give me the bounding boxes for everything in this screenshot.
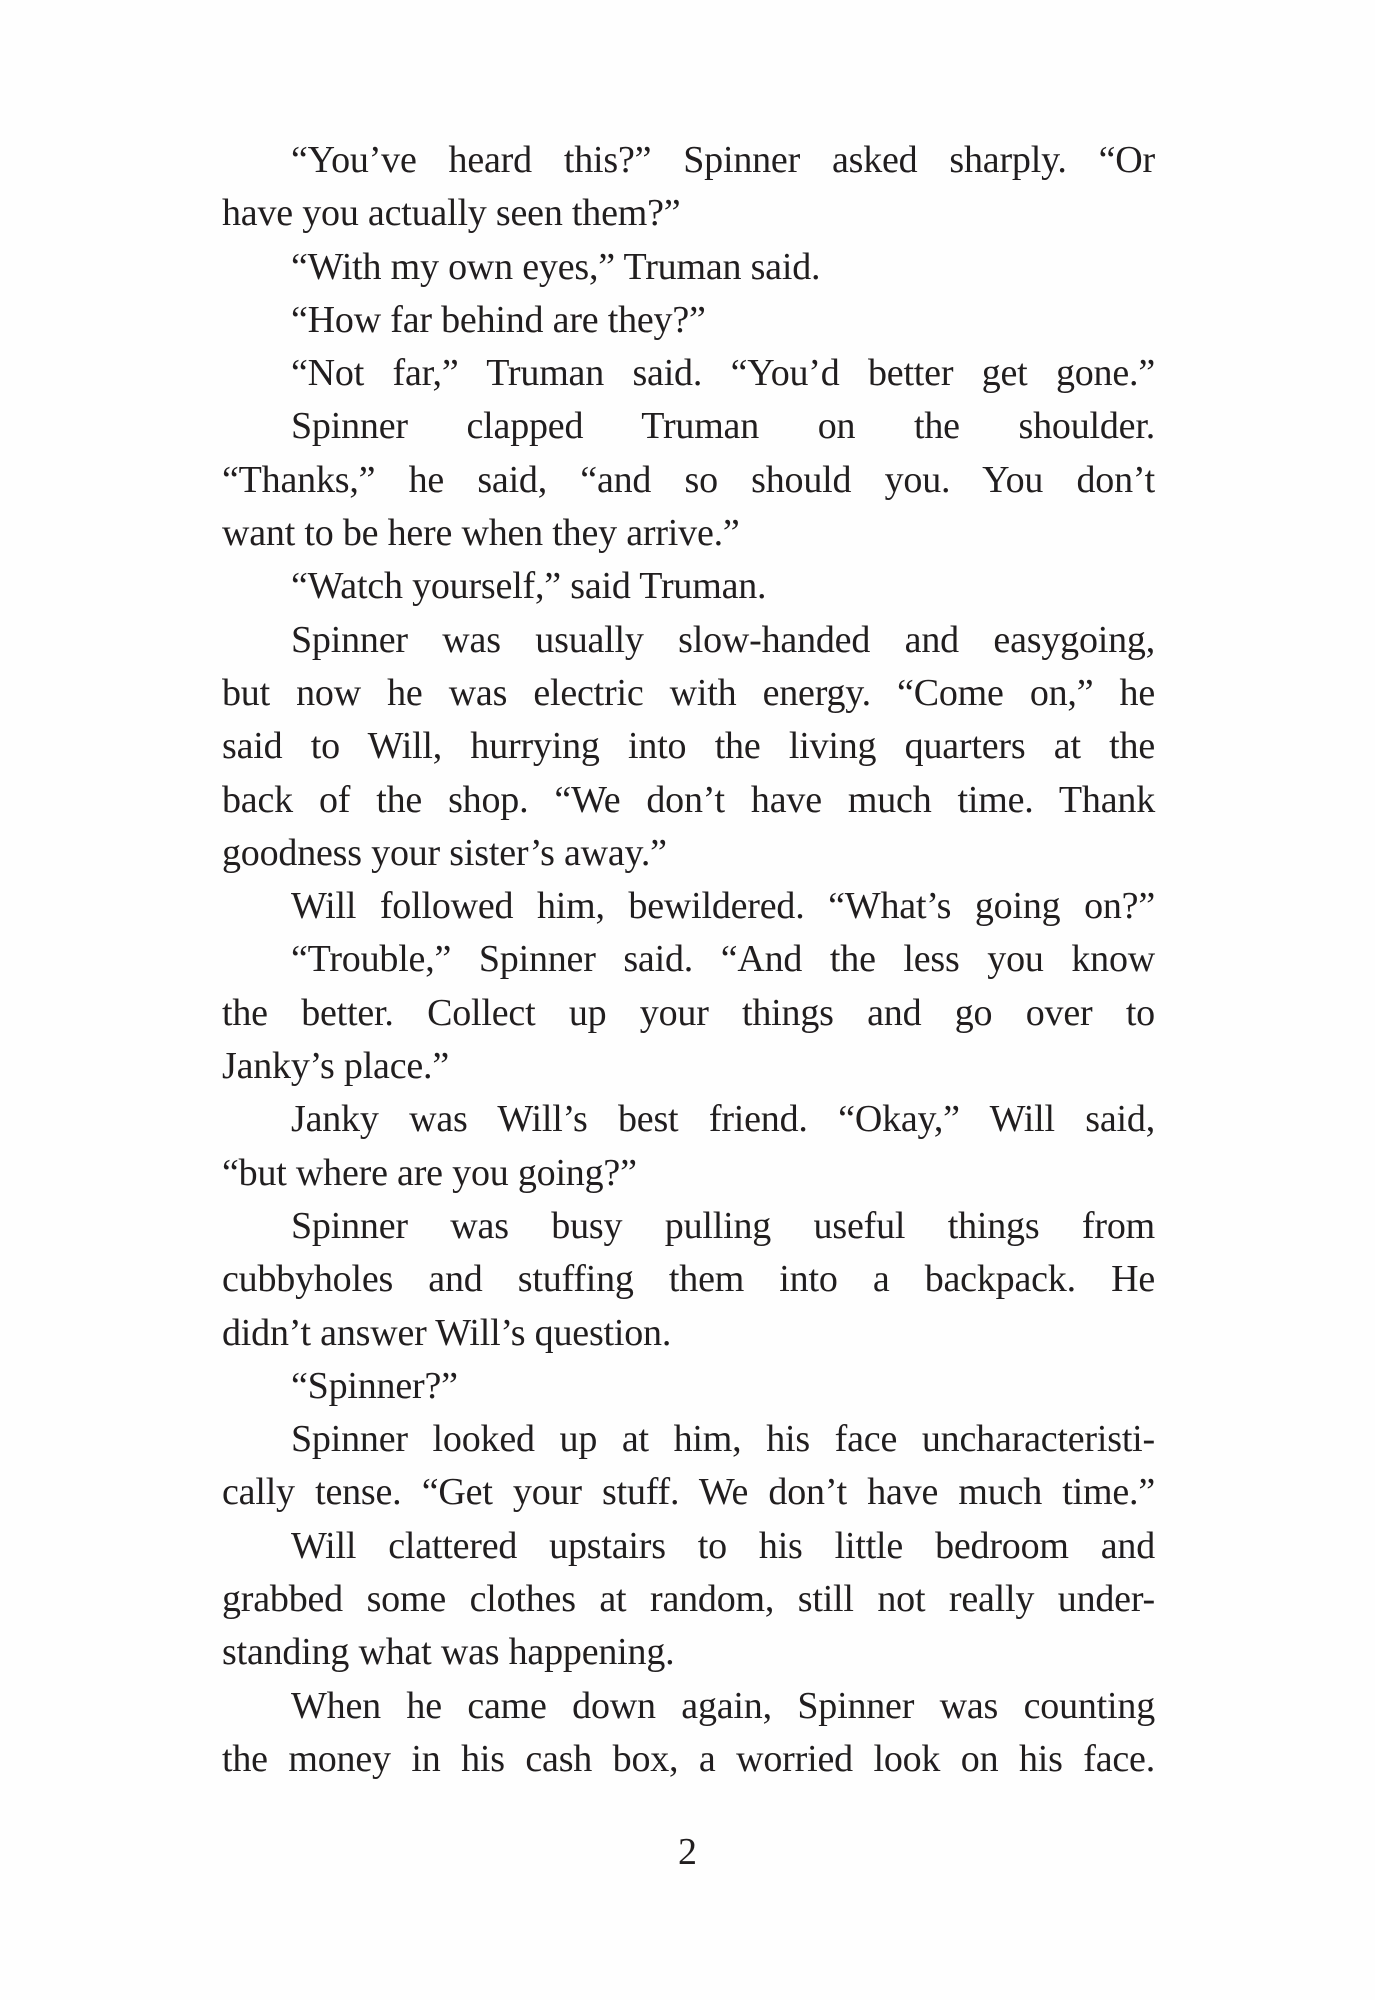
text-line: didn’t answer Will’s question. — [222, 1311, 672, 1354]
text-line: have you actually seen them?” — [222, 192, 681, 235]
text-line: grabbed some clothes at random, still not really under- — [222, 1578, 1155, 1621]
text-line: Spinner clapped Truman on the shoulder. — [291, 405, 1155, 448]
text-line: goodness your sister’s away.” — [222, 831, 667, 874]
text-line: want to be here when they arrive.” — [222, 512, 740, 555]
text-line: Janky was Will’s best friend. “Okay,” Will said, — [291, 1098, 1155, 1141]
text-line: “How far behind are they?” — [291, 298, 706, 341]
text-line: cally tense. “Get your stuff. We don’t have much time.” — [222, 1471, 1155, 1514]
text-line: “With my own eyes,” Truman said. — [291, 245, 821, 288]
text-line: the better. Collect up your things and go over to — [222, 991, 1155, 1034]
text-line: Will clattered upstairs to his little bedroom and — [291, 1524, 1155, 1567]
text-line: Spinner was busy pulling useful things from — [291, 1204, 1155, 1247]
text-line: “Trouble,” Spinner said. “And the less you know — [291, 938, 1155, 981]
text-line: “but where are you going?” — [222, 1151, 637, 1194]
text-line: the money in his cash box, a worried look on his face. — [222, 1737, 1155, 1780]
page-text — [222, 134, 1155, 1786]
text-line: “Not far,” Truman said. “You’d better get gone.” — [291, 352, 1155, 395]
text-line: Spinner was usually slow-handed and easygoing, — [291, 618, 1155, 661]
text-line: When he came down again, Spinner was counting — [291, 1684, 1155, 1727]
text-line: back of the shop. “We don’t have much time. Thank — [222, 778, 1155, 821]
text-line: “Thanks,” he said, “and so should you. You don’t — [222, 458, 1155, 501]
text-line: standing what was happening. — [222, 1631, 675, 1674]
text-line: said to Will, hurrying into the living quarters at the — [222, 725, 1155, 768]
text-line: Will followed him, bewildered. “What’s going on?” — [291, 885, 1155, 928]
text-line: “Spinner?” — [291, 1364, 458, 1407]
page-number: 2 — [678, 1831, 697, 1873]
text-line: Janky’s place.” — [222, 1045, 450, 1088]
text-line: cubbyholes and stuffing them into a backpack. He — [222, 1258, 1155, 1301]
text-line: “Watch yourself,” said Truman. — [291, 565, 767, 608]
text-line: Spinner looked up at him, his face uncharacteristi- — [291, 1418, 1155, 1461]
text-line: “You’ve heard this?” Spinner asked sharply. “Or — [291, 139, 1155, 181]
text-line: but now he was electric with energy. “Come on,” he — [222, 671, 1155, 714]
